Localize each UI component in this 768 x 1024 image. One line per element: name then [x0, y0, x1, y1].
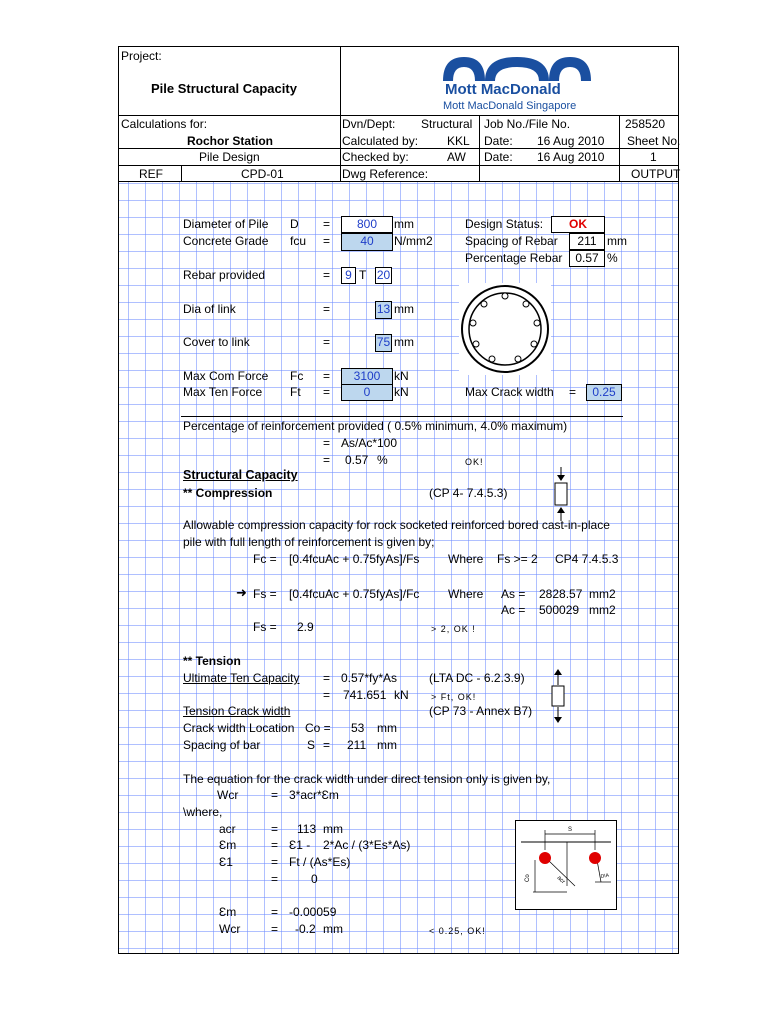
- spacing-unit: mm: [607, 234, 627, 248]
- ult-eq-2: =: [323, 688, 331, 702]
- s-unit: mm: [377, 738, 397, 752]
- cover-eq: =: [323, 335, 331, 349]
- link-input[interactable]: 13: [375, 301, 392, 319]
- ref-label: REF: [139, 167, 163, 181]
- em-formula-a: Ɛ1 -: [289, 838, 311, 852]
- co-unit: mm: [377, 721, 397, 735]
- job-label: Job No./File No.: [484, 117, 571, 131]
- compression-arrow-icon: [552, 467, 570, 523]
- link-label: Dia of link: [183, 302, 236, 316]
- maxten-unit: kN: [394, 385, 409, 399]
- wcr-label-2: Wcr: [219, 922, 241, 936]
- page-title: Pile Structural Capacity: [151, 81, 297, 96]
- maxten-eq: =: [323, 385, 331, 399]
- ult-unit: kN: [394, 688, 409, 702]
- wcr-ok: < 0.25, OK!: [429, 926, 486, 936]
- tension-arrow-icon: [549, 669, 567, 725]
- as-value: 2828.57: [539, 587, 583, 601]
- ult-formula: 0.57*fy*As: [341, 671, 398, 685]
- tension-crack-label: Tension Crack width: [183, 704, 291, 718]
- cover-unit: mm: [394, 335, 414, 349]
- grade-symbol: fcu: [290, 234, 307, 248]
- fs-label-2: Fs =: [253, 620, 277, 634]
- as-ac-formula: As/Ac*100: [341, 436, 398, 450]
- diag-s-label: S: [568, 827, 573, 833]
- tension-heading: ** Tension: [183, 654, 241, 668]
- fs-label: Fs =: [253, 587, 277, 601]
- e1-label: Ɛ1: [219, 855, 233, 869]
- design-status-label: Design Status:: [465, 217, 544, 231]
- dvn-label: Dvn/Dept:: [342, 117, 396, 131]
- project-label: Project:: [121, 49, 162, 63]
- crack-width-input[interactable]: 0.25: [586, 384, 622, 401]
- e1-eq-2: =: [271, 872, 279, 886]
- pct-unit: %: [607, 251, 618, 265]
- allowable-text-1: Allowable compression capacity for rock socketed reinforced bored cast-in-place: [183, 518, 610, 532]
- pct-eq-2: =: [323, 453, 331, 467]
- dwg-label: Dwg Reference:: [342, 167, 429, 181]
- checked-value: AW: [447, 150, 466, 164]
- fs-min: Fs >= 2: [497, 552, 538, 566]
- em-value: -0.00059: [289, 905, 337, 919]
- em-eq: =: [271, 838, 279, 852]
- grade-label: Concrete Grade: [183, 234, 269, 248]
- lta-reference: (LTA DC - 6.2.3.9): [429, 671, 525, 685]
- diag-co-label: Co: [525, 874, 531, 882]
- date-label-2: Date:: [484, 150, 513, 164]
- rebar-dia-input[interactable]: 20: [376, 268, 391, 282]
- wcr-value: -0.2: [295, 922, 316, 936]
- ac-label: Ac =: [501, 603, 526, 617]
- compression-heading: ** Compression: [183, 486, 273, 500]
- checked-label: Checked by:: [342, 150, 409, 164]
- diameter-unit: mm: [394, 217, 414, 231]
- fc-label: Fc =: [253, 552, 277, 566]
- calc-for-label: Calculations for:: [121, 117, 208, 131]
- s-eq: =: [323, 738, 331, 752]
- e1-formula: Ft / (As*Es): [289, 855, 351, 869]
- maxten-input[interactable]: 0: [341, 384, 393, 401]
- grade-unit: N/mm2: [394, 234, 433, 248]
- maxcom-input[interactable]: 3100: [341, 368, 393, 385]
- pile-design-label: Pile Design: [199, 150, 260, 164]
- e1-eq: =: [271, 855, 279, 869]
- s-label: S: [307, 738, 316, 752]
- ac-value: 500029: [539, 603, 580, 617]
- ult-eq-1: =: [323, 671, 331, 685]
- maxcom-symbol: Fc: [290, 369, 304, 383]
- ac-unit: mm2: [589, 603, 616, 617]
- pct-result: 0.57: [345, 453, 369, 467]
- rebar-label: Rebar provided: [183, 268, 266, 282]
- diameter-input[interactable]: 800: [341, 216, 393, 233]
- structural-capacity-heading: Structural Capacity: [183, 468, 298, 482]
- wcr-formula: 3*acr*Ɛm: [289, 788, 339, 802]
- calc-by-label: Calculated by:: [342, 134, 419, 148]
- wcr-eq: =: [271, 788, 279, 802]
- wcr-unit: mm: [323, 922, 343, 936]
- crack-width-eq: =: [569, 385, 577, 399]
- grade-eq: =: [323, 234, 331, 248]
- maxcom-unit: kN: [394, 369, 409, 383]
- acr-label: acr: [219, 822, 236, 836]
- fs-ok: > 2, OK !: [431, 624, 476, 634]
- pct-value: 0.57: [569, 250, 605, 267]
- fc-formula: [0.4fcuAc + 0.75fyAs]/Fs: [289, 552, 420, 566]
- equation-intro: The equation for the crack width under direct tension only is given by,: [183, 772, 551, 786]
- where-2: Where: [448, 587, 484, 601]
- wcr-eq-2: =: [271, 922, 279, 936]
- maxcom-label: Max Com Force: [183, 369, 269, 383]
- arrow-icon: ➜: [236, 585, 247, 600]
- calc-by-value: KKL: [447, 134, 470, 148]
- maxten-label: Max Ten Force: [183, 385, 263, 399]
- maxten-symbol: Ft: [290, 385, 301, 399]
- as-label: As =: [501, 587, 526, 601]
- ult-capacity-label: Ultimate Ten Capacity: [183, 671, 300, 685]
- maxcom-eq: =: [323, 369, 331, 383]
- s-value: 211: [347, 738, 367, 752]
- em-eq-2: =: [271, 905, 279, 919]
- rebar-count-input[interactable]: 9: [341, 267, 356, 284]
- pct-ok: OK!: [465, 457, 484, 467]
- e1-value: 0: [311, 872, 318, 886]
- pct-eq-1: =: [323, 436, 331, 450]
- em-formula-b: 2*Ac / (3*Es*As): [323, 838, 411, 852]
- link-eq: =: [323, 302, 331, 316]
- fs-value: 2.9: [297, 620, 314, 634]
- em-label: Ɛm: [219, 838, 237, 852]
- cover-input[interactable]: 75: [375, 334, 392, 352]
- output-label: OUTPUT: [631, 167, 681, 181]
- pct-reinforcement-line: Percentage of reinforcement provided ( 0.5% minimum, 4.0% maximum): [183, 419, 568, 433]
- ft-ok: > Ft, OK!: [431, 692, 477, 702]
- rebar-right-icon: [589, 852, 601, 864]
- date-label-1: Date:: [484, 134, 513, 148]
- grade-input[interactable]: 40: [341, 233, 393, 251]
- link-unit: mm: [394, 302, 414, 316]
- date-value-1: 16 Aug 2010: [537, 134, 605, 148]
- cp4-reference: (CP 4- 7.4.5.3): [429, 486, 508, 500]
- brand-name: Mott MacDonald: [445, 81, 561, 98]
- co-value: 53: [351, 721, 365, 735]
- ult-value: 741.651: [343, 688, 387, 702]
- diameter-symbol: D: [290, 217, 299, 231]
- pile-section-diagram: [459, 283, 551, 375]
- station-name: Rochor Station: [187, 134, 273, 148]
- pct-sign: %: [377, 453, 388, 467]
- diag-acr-label: acr: [555, 875, 566, 886]
- wcr-label: Wcr: [217, 788, 239, 802]
- allowable-text-2: pile with full length of reinforcement is given by;: [183, 535, 435, 549]
- cp4-short: CP4 7.4.5.3: [555, 552, 619, 566]
- crack-width-diagram: [515, 820, 617, 910]
- where-1: Where: [448, 552, 484, 566]
- sheet-no-label: Sheet No.: [627, 134, 681, 148]
- acr-eq: =: [271, 822, 279, 836]
- rebar-eq: =: [323, 268, 331, 282]
- logo-arches-icon: [437, 53, 597, 83]
- diag-dia-label: DIA: [600, 872, 610, 880]
- where-3: \where,: [183, 805, 223, 819]
- crack-width-label: Max Crack width: [465, 385, 554, 399]
- spacing-value: 211: [569, 233, 605, 250]
- cover-label: Cover to link: [183, 335, 250, 349]
- rebar-left-icon: [539, 852, 551, 864]
- acr-unit: mm: [323, 822, 343, 836]
- cp73-reference: (CP 73 - Annex B7): [429, 704, 533, 718]
- co-label: Co =: [305, 721, 331, 735]
- em-label-2: Ɛm: [219, 905, 237, 919]
- rebar-t-label: T: [359, 268, 367, 282]
- cpd-code: CPD-01: [241, 167, 284, 181]
- design-status-value: OK: [551, 216, 605, 233]
- as-unit: mm2: [589, 587, 616, 601]
- job-value: 258520: [625, 117, 666, 131]
- acr-value: 113: [297, 822, 317, 836]
- bar-spacing-label: Spacing of bar: [183, 738, 261, 752]
- dvn-value: Structural: [421, 117, 473, 131]
- diameter-eq: =: [323, 217, 331, 231]
- section-divider: [181, 416, 623, 417]
- crack-location-label: Crack width Location: [183, 721, 295, 735]
- calculation-sheet: [118, 46, 679, 954]
- date-value-2: 16 Aug 2010: [537, 150, 605, 164]
- sheet-no-value: 1: [650, 150, 657, 164]
- diameter-label: Diameter of Pile: [183, 217, 269, 231]
- spacing-label: Spacing of Rebar: [465, 234, 558, 248]
- brand-subtitle: Mott MacDonald Singapore: [443, 100, 577, 112]
- pct-label: Percentage Rebar: [465, 251, 563, 265]
- fs-formula: [0.4fcuAc + 0.75fyAs]/Fc: [289, 587, 420, 601]
